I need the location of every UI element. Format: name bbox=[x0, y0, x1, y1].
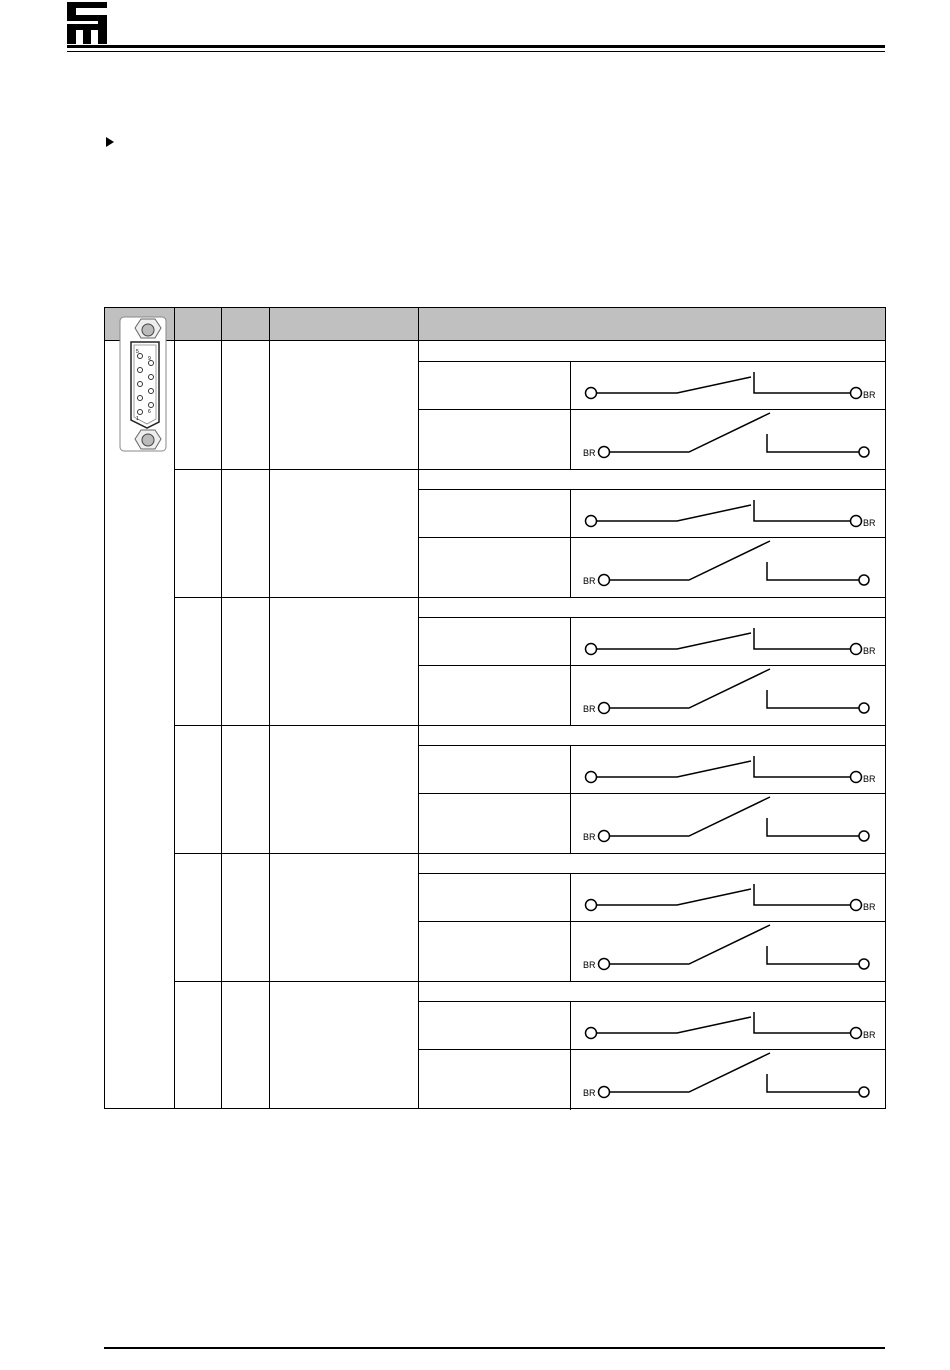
state-title-cell bbox=[419, 470, 885, 489]
terminal-circle bbox=[586, 1028, 597, 1039]
br-label: BR bbox=[863, 646, 876, 656]
terminal-circle bbox=[851, 1028, 862, 1039]
switch-contact-line bbox=[754, 756, 850, 777]
br-label: BR bbox=[583, 832, 596, 842]
terminal-circle bbox=[851, 900, 862, 911]
terminal-circle bbox=[859, 703, 869, 713]
terminal-circle bbox=[586, 772, 597, 783]
state-title-cell bbox=[419, 342, 885, 361]
state1-label-cell bbox=[419, 362, 570, 409]
pin-cell bbox=[174, 598, 220, 725]
state1-label-cell bbox=[419, 490, 570, 537]
switch-contact-line bbox=[597, 505, 752, 521]
switch-contact-line bbox=[597, 761, 752, 777]
state2-label-cell bbox=[419, 410, 570, 469]
switch-contact-line bbox=[597, 1017, 752, 1033]
table-row bbox=[174, 982, 885, 1110]
terminal-circle bbox=[859, 831, 869, 841]
br-label: BR bbox=[583, 1088, 596, 1098]
state-title-cell bbox=[419, 982, 885, 1001]
switch-contact-line bbox=[597, 377, 752, 393]
function-cell bbox=[270, 854, 418, 981]
switch-contact-line bbox=[767, 946, 859, 964]
switch-contact-line bbox=[754, 1012, 850, 1033]
company-logo bbox=[67, 2, 107, 44]
function-cell bbox=[270, 470, 418, 597]
io-cell bbox=[222, 470, 269, 597]
table-row bbox=[174, 470, 885, 598]
terminal-circle bbox=[859, 959, 869, 969]
io-cell bbox=[222, 598, 269, 725]
db9-connector-icon bbox=[119, 316, 167, 452]
switch-contact-line bbox=[767, 562, 859, 580]
br-label: BR bbox=[583, 576, 596, 586]
switch-contact-line bbox=[610, 669, 771, 708]
header-cell-pin bbox=[175, 308, 221, 341]
br-label: BR bbox=[863, 774, 876, 784]
terminal-circle bbox=[586, 644, 597, 655]
state-title-cell bbox=[419, 598, 885, 617]
terminal-circle bbox=[851, 516, 862, 527]
terminal-circle bbox=[599, 831, 610, 842]
switch-contact-line bbox=[754, 628, 850, 649]
pin-cell bbox=[174, 470, 220, 597]
function-cell bbox=[270, 342, 418, 469]
function-cell bbox=[270, 726, 418, 853]
table-row bbox=[174, 726, 885, 854]
switch-contact-line bbox=[610, 541, 771, 580]
signal-table bbox=[104, 307, 886, 1109]
terminal-circle bbox=[599, 959, 610, 970]
terminal-circle bbox=[586, 516, 597, 527]
state2-label-cell bbox=[419, 1050, 570, 1109]
pin-cell bbox=[174, 982, 220, 1109]
state-title-cell bbox=[419, 726, 885, 745]
switch-contact-line bbox=[610, 797, 771, 836]
function-cell bbox=[270, 598, 418, 725]
state1-label-cell bbox=[419, 746, 570, 793]
switch-diagram bbox=[571, 746, 885, 854]
terminal-circle bbox=[599, 1087, 610, 1098]
switch-contact-line bbox=[610, 1053, 771, 1092]
terminal-circle bbox=[859, 575, 869, 585]
br-label: BR bbox=[863, 390, 876, 400]
switch-contact-line bbox=[767, 818, 859, 836]
switch-diagram bbox=[571, 1002, 885, 1110]
svg-text:9: 9 bbox=[148, 356, 151, 362]
terminal-circle bbox=[599, 575, 610, 586]
switch-contact-line bbox=[597, 889, 752, 905]
switch-contact-line bbox=[767, 690, 859, 708]
terminal-circle bbox=[851, 388, 862, 399]
switch-contact-line bbox=[610, 413, 771, 452]
br-label: BR bbox=[863, 1030, 876, 1040]
switch-contact-line bbox=[767, 1074, 859, 1092]
table-row bbox=[174, 854, 885, 982]
br-label: BR bbox=[863, 902, 876, 912]
io-cell bbox=[222, 982, 269, 1109]
header-rule-thin bbox=[67, 51, 885, 52]
br-label: BR bbox=[583, 704, 596, 714]
switch-diagram bbox=[571, 490, 885, 598]
terminal-circle bbox=[586, 900, 597, 911]
pin-cell bbox=[174, 854, 220, 981]
switch-contact-line bbox=[754, 500, 850, 521]
state1-label-cell bbox=[419, 618, 570, 665]
table-row bbox=[174, 598, 885, 726]
state2-label-cell bbox=[419, 794, 570, 853]
footer-rule bbox=[104, 1347, 885, 1349]
terminal-circle bbox=[599, 703, 610, 714]
terminal-circle bbox=[586, 388, 597, 399]
header-cell-io bbox=[222, 308, 269, 341]
terminal-circle bbox=[851, 644, 862, 655]
io-cell bbox=[222, 342, 269, 469]
br-label: BR bbox=[583, 448, 596, 458]
switch-diagram bbox=[571, 618, 885, 726]
function-cell bbox=[270, 982, 418, 1109]
state2-label-cell bbox=[419, 666, 570, 725]
pin-cell bbox=[174, 342, 220, 469]
switch-diagram bbox=[571, 362, 885, 470]
switch-contact-line bbox=[754, 372, 850, 393]
switch-diagram bbox=[571, 874, 885, 982]
state1-label-cell bbox=[419, 1002, 570, 1049]
pin-cell bbox=[174, 726, 220, 853]
br-label: BR bbox=[863, 518, 876, 528]
header-cell-state bbox=[419, 308, 885, 341]
svg-text:6: 6 bbox=[148, 409, 151, 415]
state2-label-cell bbox=[419, 922, 570, 981]
state2-label-cell bbox=[419, 538, 570, 597]
switch-contact-line bbox=[767, 434, 859, 452]
state1-label-cell bbox=[419, 874, 570, 921]
switch-contact-line bbox=[754, 884, 850, 905]
switch-contact-line bbox=[597, 633, 752, 649]
table-header bbox=[105, 308, 885, 341]
br-label: BR bbox=[583, 960, 596, 970]
io-cell bbox=[222, 726, 269, 853]
terminal-circle bbox=[859, 1087, 869, 1097]
terminal-circle bbox=[859, 447, 869, 457]
state-title-cell bbox=[419, 854, 885, 873]
svg-text:5: 5 bbox=[136, 349, 139, 355]
header-rule-thick bbox=[67, 45, 885, 48]
switch-contact-line bbox=[610, 925, 771, 964]
io-cell bbox=[222, 854, 269, 981]
terminal-circle bbox=[599, 447, 610, 458]
header-cell-function bbox=[270, 308, 418, 341]
bullet-arrow-icon bbox=[106, 137, 114, 147]
terminal-circle bbox=[851, 772, 862, 783]
table-row bbox=[174, 342, 885, 470]
svg-text:1: 1 bbox=[136, 416, 139, 422]
